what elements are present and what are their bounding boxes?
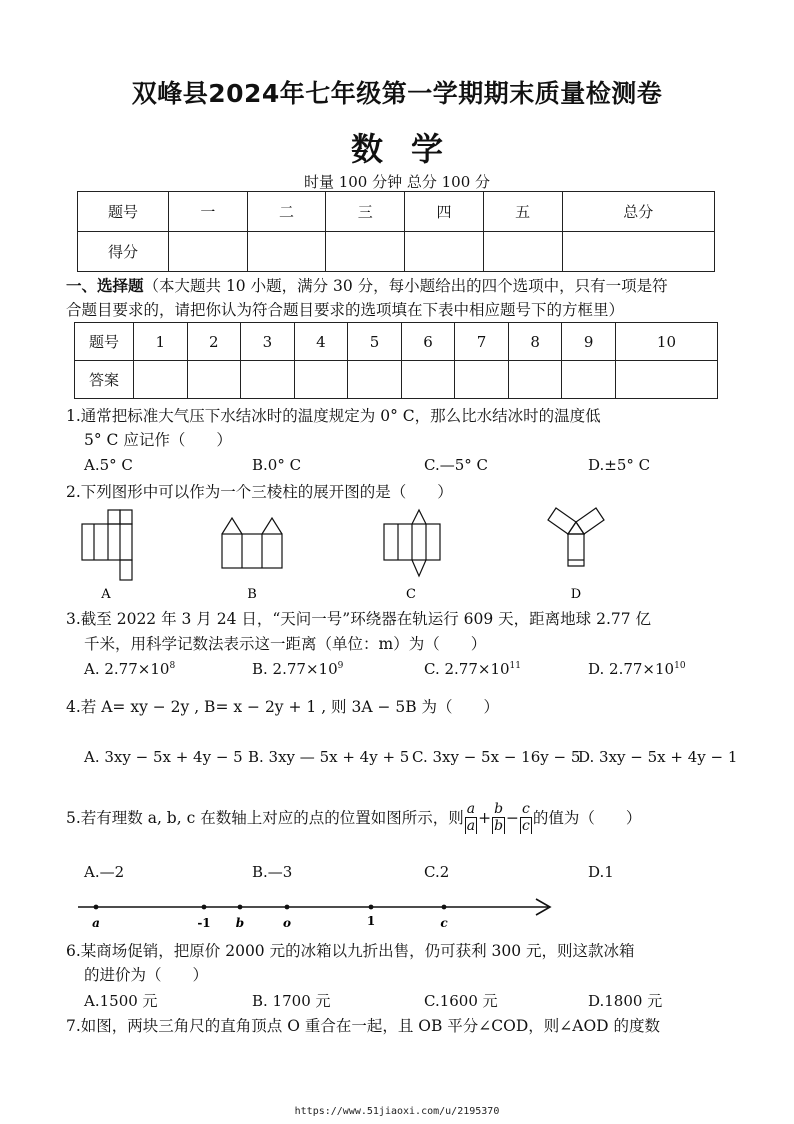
net-figure-b [222,518,282,568]
score-input-cell[interactable] [405,232,484,272]
q7-line1: 7.如图，两块三角尺的直角顶点 O 重合在一起，且 OB 平分∠COD，则∠AOD 的度数 [66,1017,661,1035]
score-input-cell[interactable] [169,232,248,272]
score-cell: 二 [247,192,326,232]
label-1: 1 [366,914,376,928]
q4-option-b: B. 3xy — 5x + 4y + 5 [248,748,410,766]
q6-option-c: C.1600 元 [424,992,498,1010]
q5-option-a: A.—2 [84,863,125,881]
score-cell: 题号 [78,192,169,232]
q5-option-c: C.2 [424,863,450,881]
q3-option-d-exp: 10 [674,661,686,671]
figure-label-b: B [247,587,257,602]
q3-option-d [588,660,686,678]
point-origin [285,905,290,910]
answer-input-cell[interactable] [455,361,509,399]
q2-figures [0,500,794,610]
answer-input-cell[interactable] [134,361,188,399]
time-info: 时量 100 分钟 总分 100 分 [303,173,491,191]
fraction-c [520,801,532,834]
q1-line2: 5° C 应记作（ ） [84,431,232,449]
q4-text: 4.若 A= xy − 2y , B= x − 2y + 1 , 则 3A − 5B 为（ ） [66,698,500,716]
answer-input-cell[interactable] [348,361,402,399]
answer-number: 9 [562,323,616,361]
label-neg1: -1 [197,916,211,930]
q2-text: 2.下列图形中可以作为一个三棱柱的展开图的是（ ） [66,483,453,501]
fraction-a-num: a [466,801,476,817]
answer-input-cell[interactable] [508,361,562,399]
q3-line2: 千米，用科学记数法表示这一距离（单位：m）为（ ） [84,635,487,653]
q3-option-b-base: B. 2.77×10 [252,660,338,678]
q6-line2: 的进价为（ ） [84,966,209,984]
q5-text [66,801,661,834]
fraction-b [492,801,505,834]
point-a [94,905,99,910]
score-input-cell[interactable] [483,232,562,272]
q5-option-d: D.1 [588,863,614,881]
footer-url[interactable]: https://www.51jiaoxi.com/u/2195370 [294,1106,500,1117]
figure-label-a: A [101,587,111,602]
q5-minus: − [506,808,520,827]
score-input-cell[interactable] [247,232,326,272]
q5-plus: + [478,808,492,827]
q6-option-d: D.1800 元 [588,992,663,1010]
q3-line1: 3.截至 2022 年 3 月 24 日，“天问一号”环绕器在轨运行 609 天，距离地球 2.77 亿 [66,610,652,628]
answer-number: 4 [294,323,348,361]
score-cell: 一 [169,192,248,232]
fraction-c-den: c [522,818,530,834]
q4-option-a: A. 3xy − 5x + 4y − 5 [84,748,243,766]
net-figure-a [82,510,132,580]
q3-option-a [84,660,175,678]
answer-input-cell[interactable] [562,361,616,399]
answer-number: 7 [455,323,509,361]
net-figure-d [548,508,604,566]
answer-input-cell[interactable] [241,361,295,399]
subject-title: 数学 [350,130,471,168]
figure-label-c: C [406,587,416,602]
net-figure-c [384,510,440,576]
q1-option-b: B.0° C [252,456,302,474]
q3-option-a-base: A. 2.77×10 [84,660,170,678]
q3-option-c [424,660,521,678]
q1-option-d: D.±5° C [588,456,651,474]
answer-number: 10 [615,323,717,361]
fraction-a-den: a [466,818,476,834]
score-table [77,191,715,272]
q3-option-b [252,660,343,678]
answer-input-cell[interactable] [401,361,455,399]
score-cell: 得分 [78,232,169,272]
answer-number: 8 [508,323,562,361]
score-cell: 总分 [562,192,714,232]
q4-option-c: C. 3xy − 5x − 16y − 5 [412,748,581,766]
label-a: a [92,916,100,930]
exam-title: 双峰县2024年七年级第一学期期末质量检测卷 [131,79,663,108]
fraction-a [465,801,477,834]
answer-table [74,322,718,399]
section1-line2: 合题目要求的，请把你认为符合题目要求的选项填在下表中相应题号下的方框里） [66,301,625,319]
q1-option-a: A.5° C [84,456,133,474]
q4-option-d: D. 3xy − 5x + 4y − 1 [578,748,738,766]
score-input-cell[interactable] [562,232,714,272]
score-cell: 三 [326,192,405,232]
point-1 [369,905,374,910]
answer-input-cell[interactable] [615,361,717,399]
score-cell: 四 [405,192,484,232]
point-c [442,905,447,910]
answer-number: 1 [134,323,188,361]
fraction-c-num: c [522,801,530,817]
answer-number: 2 [187,323,241,361]
answer-number: 5 [348,323,402,361]
answer-input-cell[interactable] [294,361,348,399]
point-b [238,905,243,910]
q6-option-a: A.1500 元 [84,992,158,1010]
q6-option-b: B. 1700 元 [252,992,331,1010]
answer-number: 3 [241,323,295,361]
answer-header-cell: 题号 [75,323,134,361]
q3-option-c-exp: 11 [509,661,521,671]
q5-option-b: B.—3 [252,863,293,881]
section1-heading: 一、选择题 [66,277,144,295]
q5-text-after: 的值为（ ） [532,808,642,827]
fraction-b-den: b [494,818,504,834]
label-c: c [440,916,448,930]
q3-option-a-exp: 8 [169,661,176,671]
number-line [0,895,794,935]
answer-input-cell[interactable] [187,361,241,399]
q1-line1: 1.通常把标准大气压下水结冰时的温度规定为 0° C，那么比水结冰时的温度低 [66,407,601,425]
label-b: b [235,916,245,930]
point-neg1 [202,905,207,910]
score-cell: 五 [483,192,562,232]
figure-label-d: D [570,587,582,602]
fraction-b-num: b [494,801,504,817]
section1-desc: （本大题共 10 小题，满分 30 分，每小题给出的四个选项中，只有一项是符 [143,277,668,295]
answer-number: 6 [401,323,455,361]
label-o: o [282,916,292,930]
q5-text-before: 5.若有理数 a, b, c 在数轴上对应的点的位置如图所示，则 [66,808,464,827]
q6-line1: 6.某商场促销，把原价 2000 元的冰箱以九折出售，仍可获利 300 元，则这款冰箱 [66,942,635,960]
score-input-cell[interactable] [326,232,405,272]
q3-option-b-exp: 9 [337,661,344,671]
q3-option-d-base: D. 2.77×10 [588,660,675,678]
q3-option-c-base: C. 2.77×10 [424,660,510,678]
answer-header-cell: 答案 [75,361,134,399]
q1-option-c: C.—5° C [424,456,488,474]
section1-line1 [66,275,668,297]
